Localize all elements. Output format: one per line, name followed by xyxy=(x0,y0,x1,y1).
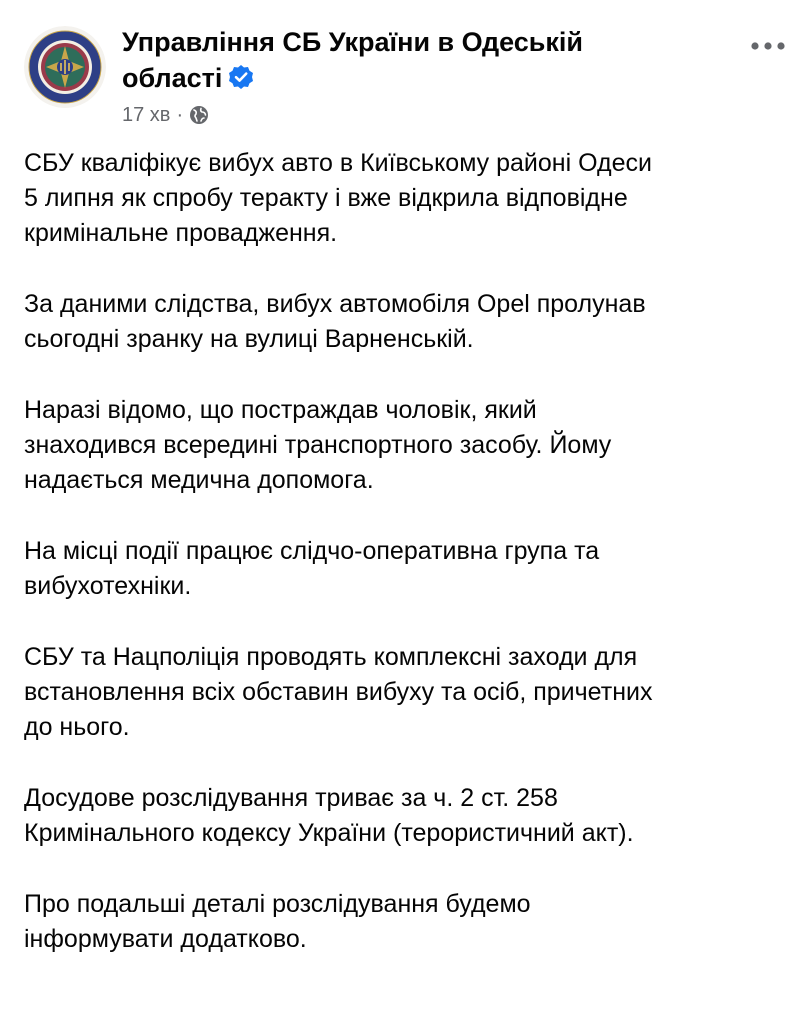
avatar[interactable] xyxy=(24,26,106,108)
post-header xyxy=(0,0,806,140)
post-meta xyxy=(122,100,209,130)
globe-icon[interactable] xyxy=(189,105,209,125)
author-name-text[interactable]: Управління СБ України в Одеській області xyxy=(122,27,584,93)
post-paragraph-5: СБУ та Нацполіція проводять комплексні заходи для встановлення всіх обставин вибуху та осіб, причетних до нього. xyxy=(24,643,653,741)
post-paragraph-2: За даними слідства, вибух автомобіля Opel пролунав сьогодні зранку на вулиці Варненській. xyxy=(24,290,646,353)
post-body xyxy=(24,146,784,993)
more-options-icon[interactable] xyxy=(748,36,788,56)
post-paragraph-1: СБУ кваліфікує вибух авто в Київському районі Одеси 5 липня як спробу теракту і вже відкрила відповідне кримінальне провадження. xyxy=(24,149,652,247)
post-timestamp[interactable]: 17 хв xyxy=(122,104,171,126)
meta-separator: · xyxy=(176,104,184,126)
verified-badge-icon xyxy=(228,64,254,90)
author-name[interactable] xyxy=(122,24,642,96)
post-paragraph-6: Досудове розслідування триває за ч. 2 ст. 258 Кримінального кодексу України (терористичний акт). xyxy=(24,784,634,847)
post-paragraph-4: На місці події працює слідчо-оперативна група та вибухотехніки. xyxy=(24,537,600,600)
sbu-emblem-icon xyxy=(24,26,106,108)
post-paragraph-7: Про подальші деталі розслідування будемо інформувати додатково. xyxy=(24,890,531,953)
post-paragraph-3: Наразі відомо, що постраждав чоловік, який знаходився всередині транспортного засобу. Йому надається медична допомога. xyxy=(24,396,612,494)
